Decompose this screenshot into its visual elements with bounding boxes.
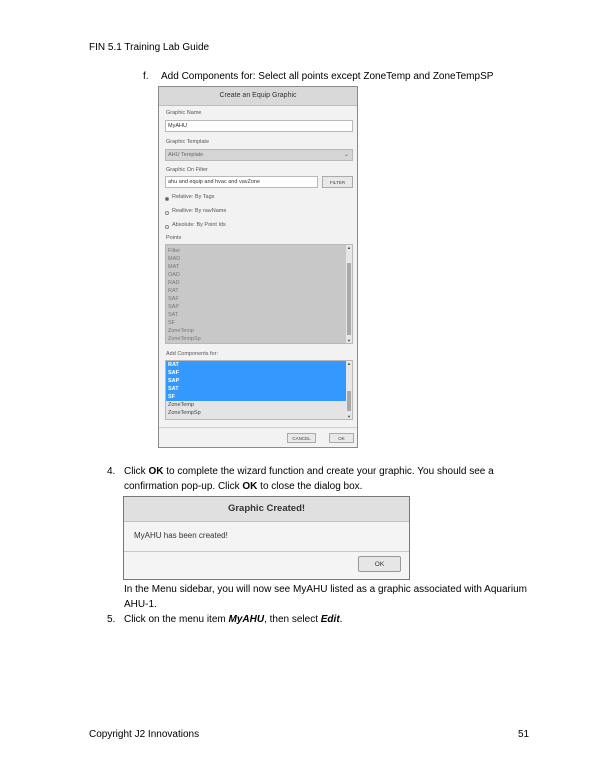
sidebar-note-line-2: AHU-1.	[124, 599, 157, 610]
points-scrollbar[interactable]	[346, 245, 352, 343]
add-item-selected[interactable]: SF	[168, 394, 176, 400]
points-item[interactable]: ZoneTemp	[168, 328, 194, 334]
graphic-created-popup	[123, 496, 410, 580]
add-item-selected[interactable]: SAT	[168, 386, 179, 392]
filter-label: Graphic On Filter	[166, 167, 208, 173]
points-item[interactable]: RAT	[168, 288, 179, 294]
create-graphic-dialog	[158, 86, 358, 448]
radio-relative-tags-label: Relative: By Tags	[172, 194, 215, 200]
points-item[interactable]: SAT	[168, 312, 179, 318]
step-f-label: f.	[143, 71, 149, 82]
scroll-up-icon[interactable]: ▲	[347, 245, 351, 250]
ok-button[interactable]: OK	[329, 433, 354, 443]
footer-copyright: Copyright J2 Innovations	[89, 729, 200, 740]
add-scrollbar[interactable]	[346, 361, 352, 419]
radio-relative-tags[interactable]	[165, 197, 169, 201]
chevron-down-icon: ⌄	[343, 152, 349, 158]
filter-input[interactable]: ahu and equip and hvac and vavZone	[165, 176, 318, 188]
step-4-line-1: Click OK to complete the wizard function and create your graphic. You should see a	[124, 466, 494, 477]
points-item[interactable]: RAD	[168, 280, 180, 286]
add-item-selected[interactable]: RAT	[168, 362, 179, 368]
points-scroll-thumb[interactable]	[347, 263, 351, 335]
points-item[interactable]: SAP	[168, 304, 180, 310]
popup-ok-button[interactable]: OK	[358, 556, 401, 572]
add-item-selected[interactable]: SAP	[168, 378, 180, 384]
cancel-button[interactable]: CANCEL	[287, 433, 316, 443]
points-list[interactable]	[165, 244, 353, 344]
dialog-footer-divider	[159, 427, 357, 428]
scroll-up-icon[interactable]: ▲	[347, 361, 351, 366]
points-item[interactable]: SAF	[168, 296, 179, 302]
add-item[interactable]: ZoneTempSp	[168, 410, 201, 416]
radio-relative-navname[interactable]	[165, 211, 169, 215]
step-5-text: Click on the menu item MyAHU, then select Edit.	[124, 614, 343, 625]
step-5-number: 5.	[107, 614, 116, 625]
add-components-list[interactable]	[165, 360, 353, 420]
template-label: Graphic Template	[166, 139, 210, 145]
points-label: Points	[166, 235, 182, 241]
filter-button[interactable]: FILTER	[322, 176, 353, 188]
sidebar-note-line-1: In the Menu sidebar, you will now see MyAHU listed as a graphic associated with Aquarium	[124, 584, 527, 595]
points-item[interactable]: OAD	[168, 272, 180, 278]
add-item-selected[interactable]: SAF	[168, 370, 179, 376]
points-item[interactable]: MAD	[168, 256, 181, 262]
dialog-title: Create an Equip Graphic	[159, 87, 357, 106]
points-item[interactable]: SF	[168, 320, 176, 326]
points-item[interactable]: ZoneTempSp	[168, 336, 201, 342]
template-value: AHU Template	[168, 152, 204, 158]
step-4-line-2: confirmation pop-up. Click OK to close the dialog box.	[124, 481, 363, 492]
popup-title: Graphic Created!	[124, 497, 409, 522]
scroll-down-icon[interactable]: ▼	[347, 414, 351, 419]
scroll-down-icon[interactable]: ▼	[347, 338, 351, 343]
add-item[interactable]: ZoneTemp	[168, 402, 194, 408]
selected-block	[166, 361, 346, 401]
popup-divider	[124, 551, 409, 552]
graphic-name-input[interactable]: MyAHU	[165, 120, 353, 132]
graphic-name-label: Graphic Name	[166, 110, 202, 116]
add-components-label: Add Components for:	[166, 351, 218, 357]
add-scroll-thumb[interactable]	[347, 391, 351, 411]
popup-message: MyAHU has been created!	[134, 531, 228, 540]
page-header: FIN 5.1 Training Lab Guide	[89, 42, 210, 53]
step-4-number: 4.	[107, 466, 116, 477]
footer-page-number: 51	[518, 729, 530, 740]
points-item[interactable]: MAT	[168, 264, 180, 270]
points-item[interactable]: Filter	[168, 248, 181, 254]
radio-absolute-ids[interactable]	[165, 225, 169, 229]
radio-absolute-ids-label: Absolute: By Point Ids	[172, 222, 226, 228]
template-select[interactable]	[165, 149, 353, 161]
step-f-text: Add Components for: Select all points except ZoneTemp and ZoneTempSP	[161, 71, 494, 82]
radio-relative-navname-label: Realtive: By navName	[172, 208, 227, 214]
